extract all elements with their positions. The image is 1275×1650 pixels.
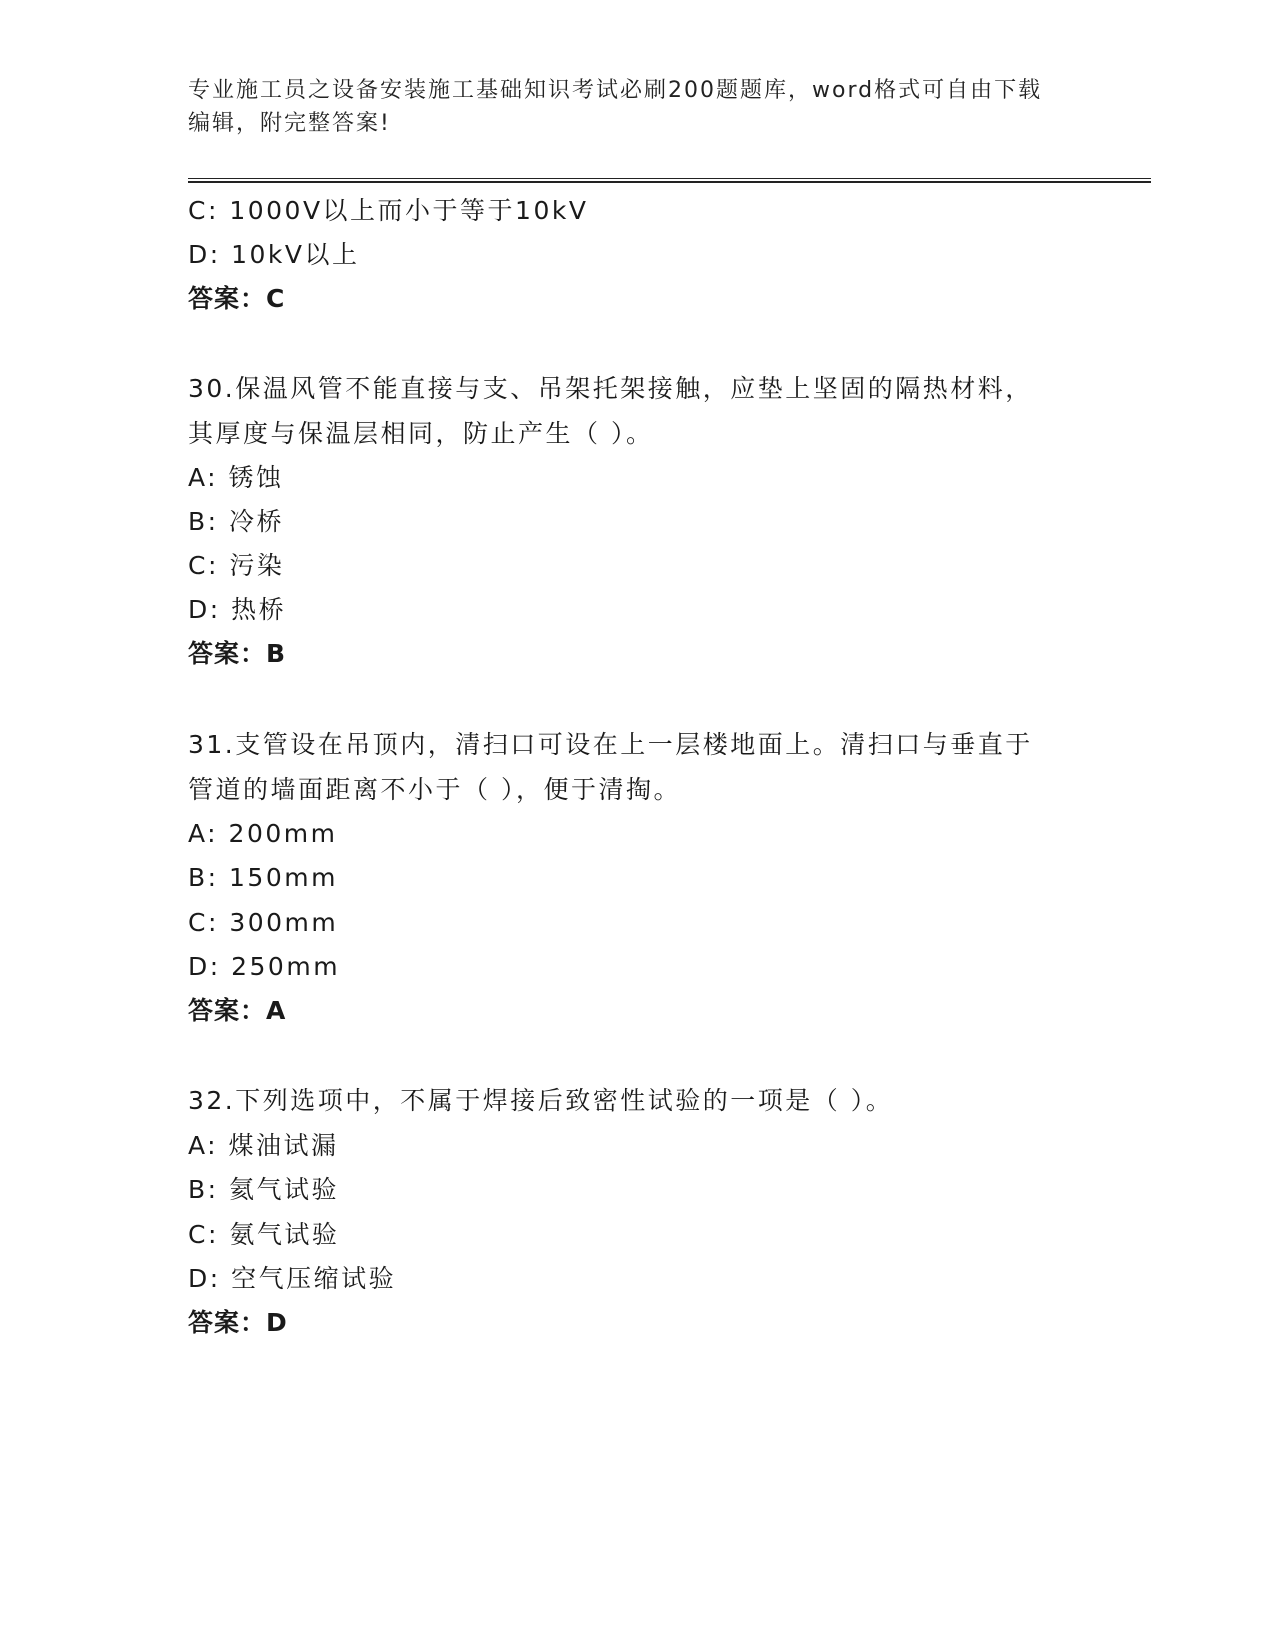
prev-option-d: D: 10kV以上 — [188, 240, 360, 269]
header-title-line-1: 专业施工员之设备安装施工基础知识考试必刷200题题库，word格式可自由下载 — [188, 78, 1043, 103]
prev-option-c: C: 1000V以上而小于等于10kV — [188, 196, 589, 225]
question-32-stem-line-1: 32.下列选项中，不属于焊接后致密性试验的一项是（ ）。 — [188, 1086, 894, 1115]
question-30-option-d: D: 热桥 — [188, 595, 287, 624]
question-30-option-b: B: 冷桥 — [188, 507, 285, 536]
question-30-answer: 答案：B — [188, 639, 287, 668]
question-31-stem-line-2: 管道的墙面距离不小于（ ），便于清掏。 — [188, 775, 681, 804]
question-31-stem-line-1: 31.支管设在吊顶内，清扫口可设在上一层楼地面上。清扫口与垂直于 — [188, 730, 1033, 759]
question-31-answer: 答案：A — [188, 996, 287, 1025]
question-32-option-c: C: 氨气试验 — [188, 1220, 340, 1249]
question-31-option-d: D: 250mm — [188, 952, 341, 981]
question-32-option-d: D: 空气压缩试验 — [188, 1264, 397, 1293]
question-30-stem-line-2: 其厚度与保温层相同，防止产生（ ）。 — [188, 419, 654, 448]
question-30-option-c: C: 污染 — [188, 551, 285, 580]
prev-answer: 答案：C — [188, 284, 286, 313]
question-32-option-b: B: 氦气试验 — [188, 1175, 340, 1204]
question-32-answer: 答案：D — [188, 1308, 288, 1337]
question-32-option-a: A: 煤油试漏 — [188, 1131, 339, 1160]
header-divider — [188, 178, 1151, 183]
question-31-option-a: A: 200mm — [188, 819, 338, 848]
question-31-option-b: B: 150mm — [188, 863, 338, 892]
page-header — [188, 74, 1088, 140]
header-title-line-2: 编辑，附完整答案! — [188, 111, 391, 136]
question-30-stem-line-1: 30.保温风管不能直接与支、吊架托架接触，应垫上坚固的隔热材料， — [188, 374, 1033, 403]
question-30-option-a: A: 锈蚀 — [188, 463, 284, 492]
question-31-option-c: C: 300mm — [188, 908, 339, 937]
